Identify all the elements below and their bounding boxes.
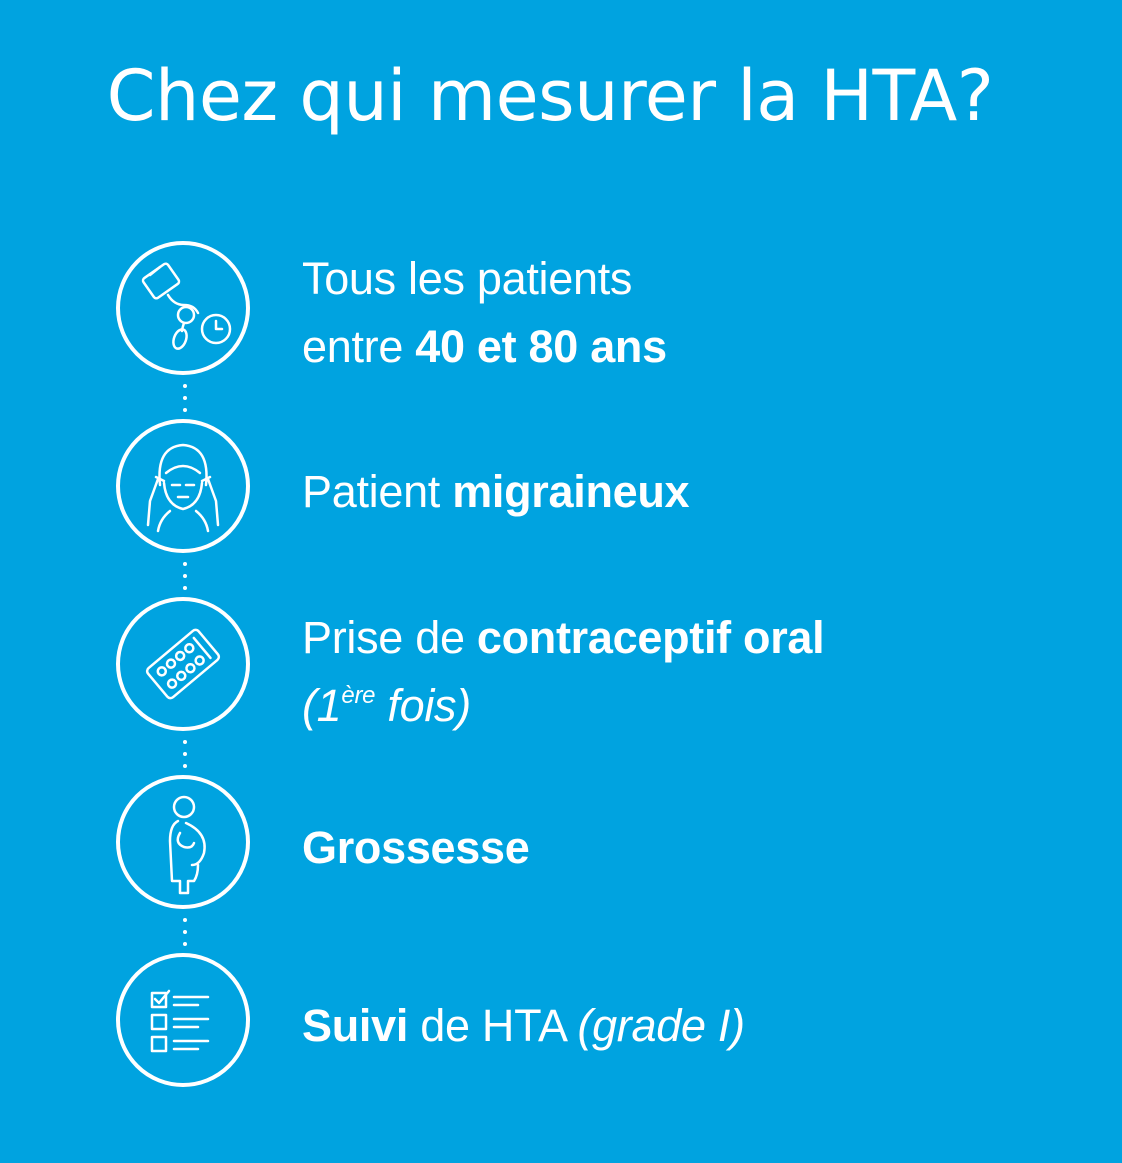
criterion-hta-followup: Suivi de HTA (grade I) bbox=[302, 1000, 745, 1051]
blood-pressure-monitor-icon bbox=[116, 241, 250, 375]
page-title: Chez qui mesurer la HTA? bbox=[106, 55, 994, 137]
migraine-head-icon bbox=[116, 419, 250, 553]
pill-blister-icon bbox=[116, 597, 250, 731]
connector-dots bbox=[183, 384, 187, 420]
connector-dots bbox=[183, 740, 187, 776]
connector-dots bbox=[183, 918, 187, 954]
pregnant-woman-icon bbox=[116, 775, 250, 909]
connector-dots bbox=[183, 562, 187, 598]
criterion-pregnancy: Grossesse bbox=[302, 822, 530, 873]
criterion-migraine: Patient migraineux bbox=[302, 466, 690, 517]
checklist-icon bbox=[116, 953, 250, 1087]
criterion-contraceptive: Prise de contraceptif oral (1ère fois) bbox=[302, 612, 825, 731]
criterion-age: Tous les patients entre 40 et 80 ans bbox=[302, 253, 667, 372]
